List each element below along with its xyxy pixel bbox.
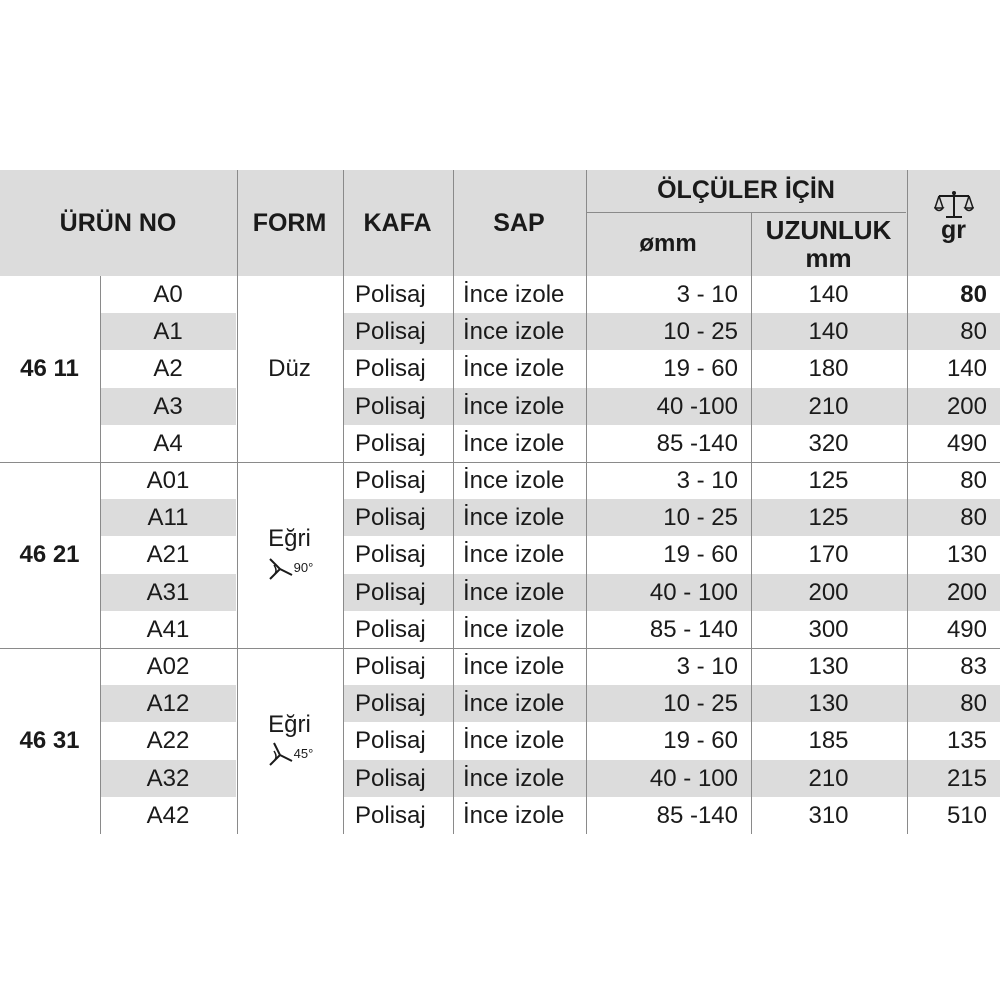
product-group-number: 46 11 xyxy=(20,355,79,382)
cell-code: A41 xyxy=(146,615,190,643)
cell-code: A22 xyxy=(146,727,190,755)
cell-head: Polisaj xyxy=(355,578,426,606)
cell-length: 310 xyxy=(808,801,849,829)
cell-handle: İnce izole xyxy=(463,392,565,420)
cell-dia: 3 - 10 xyxy=(676,467,738,494)
header-diameter: ømm xyxy=(639,230,697,257)
cell-length: 140 xyxy=(808,281,849,308)
product-group-number: 46 31 xyxy=(19,727,80,754)
angle-value: 90° xyxy=(293,560,314,576)
cell-head: Polisaj xyxy=(355,467,426,494)
header-for-sizes: ÖLÇÜLER İÇİN xyxy=(657,176,835,204)
cell-head: Polisaj xyxy=(355,392,426,420)
cell-weight: 510 xyxy=(946,801,987,829)
cell-code: A01 xyxy=(146,467,190,494)
cell-head: Polisaj xyxy=(355,764,426,792)
cell-code: A12 xyxy=(146,690,190,718)
cell-handle: İnce izole xyxy=(463,281,565,308)
cell-length: 125 xyxy=(808,467,849,494)
cell-dia: 3 - 10 xyxy=(676,281,738,308)
column-divider xyxy=(586,170,587,834)
cell-length: 180 xyxy=(808,355,849,383)
cell-code: A32 xyxy=(146,764,190,792)
header-form: FORM xyxy=(252,209,327,237)
cell-length: 170 xyxy=(808,541,849,569)
header-weight-unit: gr xyxy=(941,216,966,244)
cell-dia: 19 - 60 xyxy=(663,727,738,755)
product-group-number: 46 21 xyxy=(19,541,80,568)
header-length-line2: mm xyxy=(805,243,852,273)
column-divider xyxy=(751,212,752,834)
cell-dia: 85 -140 xyxy=(656,429,738,457)
header-head: KAFA xyxy=(363,209,432,237)
cell-weight: 490 xyxy=(946,429,987,457)
cell-weight: 80 xyxy=(960,281,987,308)
cell-code: A31 xyxy=(146,578,190,606)
cell-head: Polisaj xyxy=(355,504,426,532)
form-cell xyxy=(237,711,342,767)
cell-code: A1 xyxy=(153,318,183,346)
cell-dia: 85 -140 xyxy=(656,801,738,829)
cell-head: Polisaj xyxy=(355,653,426,680)
header-product-no: ÜRÜN NO xyxy=(59,209,177,237)
column-divider xyxy=(453,170,454,834)
cell-length: 125 xyxy=(808,504,849,532)
cell-weight: 215 xyxy=(946,764,987,792)
column-divider xyxy=(907,170,908,834)
cell-code: A42 xyxy=(146,801,190,829)
cell-handle: İnce izole xyxy=(463,727,565,755)
cell-dia: 3 - 10 xyxy=(676,653,738,680)
subheader-divider xyxy=(586,212,906,213)
cell-length: 130 xyxy=(808,690,849,718)
column-divider xyxy=(237,170,238,834)
cell-weight: 80 xyxy=(960,467,987,494)
cell-dia: 10 - 25 xyxy=(663,690,738,718)
cell-dia: 40 -100 xyxy=(656,392,738,420)
cell-weight: 135 xyxy=(946,727,987,755)
group-divider xyxy=(0,462,1000,463)
cell-weight: 83 xyxy=(960,653,987,680)
cell-handle: İnce izole xyxy=(463,801,565,829)
cell-weight: 140 xyxy=(946,355,987,383)
form-label: Düz xyxy=(268,355,311,382)
cell-code: A3 xyxy=(153,392,183,420)
cell-head: Polisaj xyxy=(355,318,426,346)
cell-head: Polisaj xyxy=(355,355,426,383)
header-handle: SAP xyxy=(493,209,545,237)
cell-weight: 200 xyxy=(946,578,987,606)
form-cell xyxy=(237,355,342,383)
cell-dia: 10 - 25 xyxy=(663,504,738,532)
cell-dia: 40 - 100 xyxy=(649,578,738,606)
cell-length: 140 xyxy=(808,318,849,346)
cell-dia: 85 - 140 xyxy=(649,615,738,643)
header-length xyxy=(751,216,906,272)
form-angle xyxy=(237,739,342,767)
cell-weight: 130 xyxy=(946,541,987,569)
table-header xyxy=(0,170,1000,276)
cell-dia: 19 - 60 xyxy=(663,541,738,569)
cell-length: 130 xyxy=(808,653,849,680)
cell-head: Polisaj xyxy=(355,801,426,829)
cell-length: 200 xyxy=(808,578,849,606)
cell-dia: 19 - 60 xyxy=(663,355,738,383)
cell-head: Polisaj xyxy=(355,690,426,718)
cell-dia: 10 - 25 xyxy=(663,318,738,346)
cell-handle: İnce izole xyxy=(463,355,565,383)
cell-length: 300 xyxy=(808,615,849,643)
cell-handle: İnce izole xyxy=(463,467,565,494)
form-cell xyxy=(237,525,342,581)
angle-45-icon xyxy=(266,741,294,767)
cell-length: 210 xyxy=(808,392,849,420)
cell-head: Polisaj xyxy=(355,541,426,569)
header-weight xyxy=(907,190,1000,244)
cell-length: 210 xyxy=(808,764,849,792)
cell-code: A11 xyxy=(147,504,189,532)
cell-code: A2 xyxy=(153,355,183,383)
cell-weight: 80 xyxy=(960,690,987,718)
cell-head: Polisaj xyxy=(355,615,426,643)
cell-code: A0 xyxy=(153,281,183,308)
cell-code: A21 xyxy=(146,541,190,569)
cell-handle: İnce izole xyxy=(463,578,565,606)
header-length-line1: UZUNLUK xyxy=(765,215,892,245)
cell-weight: 80 xyxy=(960,318,987,346)
cell-head: Polisaj xyxy=(355,727,426,755)
cell-dia: 40 - 100 xyxy=(649,764,738,792)
cell-handle: İnce izole xyxy=(463,318,565,346)
form-angle xyxy=(237,553,342,581)
cell-handle: İnce izole xyxy=(463,615,565,643)
cell-code: A02 xyxy=(146,653,190,680)
cell-handle: İnce izole xyxy=(463,653,565,680)
cell-weight: 200 xyxy=(946,392,987,420)
column-divider xyxy=(343,170,344,834)
cell-code: A4 xyxy=(153,429,183,457)
form-label: Eğri xyxy=(268,711,311,738)
cell-handle: İnce izole xyxy=(463,429,565,457)
cell-handle: İnce izole xyxy=(463,504,565,532)
angle-90-icon xyxy=(266,555,294,581)
cell-length: 185 xyxy=(808,727,849,755)
group-divider xyxy=(0,648,1000,649)
cell-weight: 80 xyxy=(960,504,987,532)
cell-head: Polisaj xyxy=(355,429,426,457)
form-label: Eğri xyxy=(268,525,311,552)
angle-value: 45° xyxy=(293,746,314,762)
cell-handle: İnce izole xyxy=(463,690,565,718)
cell-length: 320 xyxy=(808,429,849,457)
column-divider xyxy=(100,276,101,834)
cell-weight: 490 xyxy=(946,615,987,643)
cell-handle: İnce izole xyxy=(463,541,565,569)
cell-handle: İnce izole xyxy=(463,764,565,792)
cell-head: Polisaj xyxy=(355,281,426,308)
